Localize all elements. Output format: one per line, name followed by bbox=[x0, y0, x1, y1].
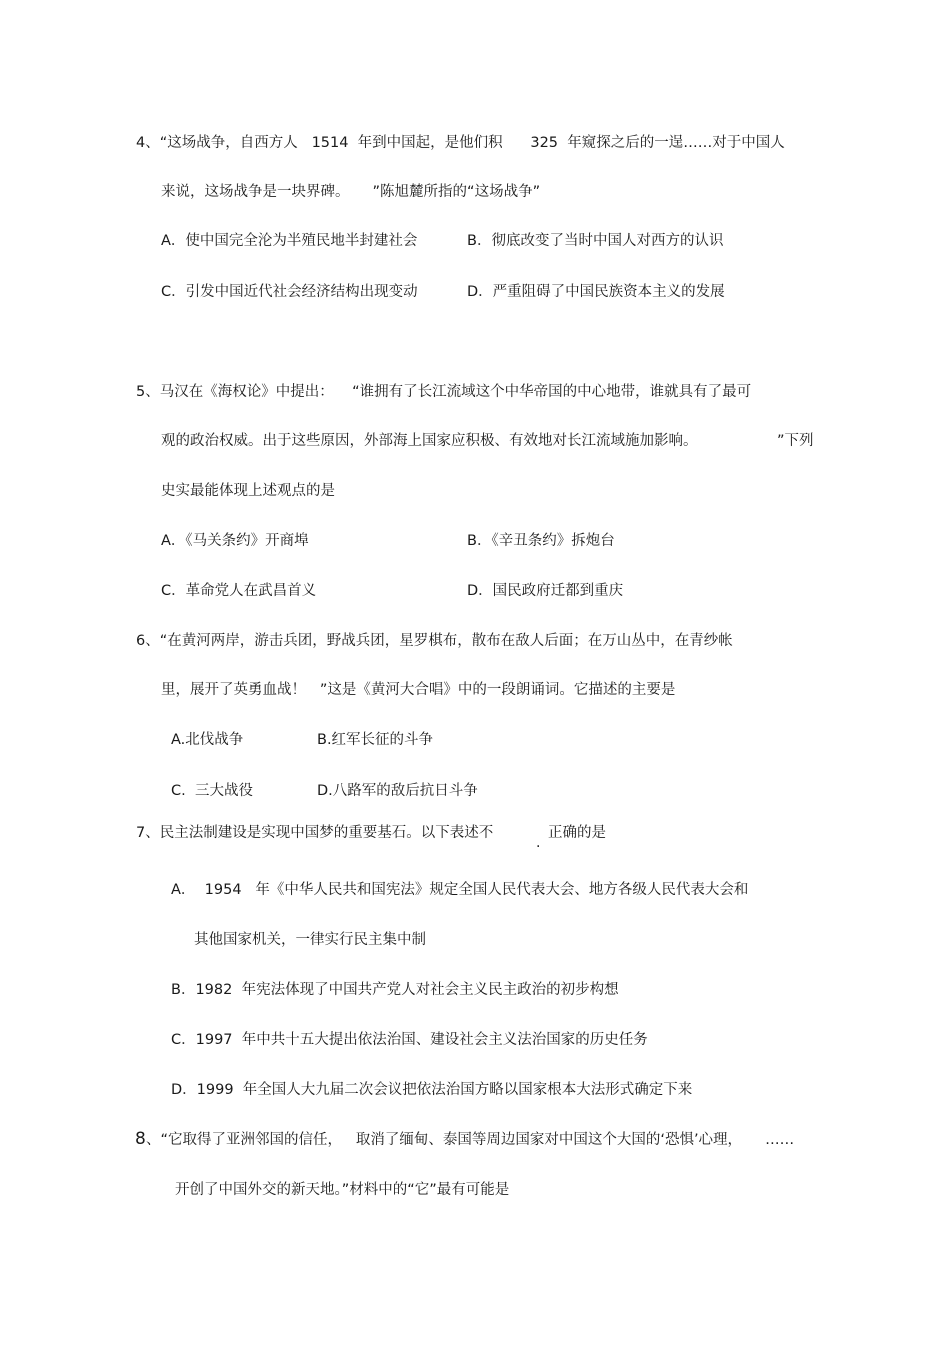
q5-option-d: D．国民政府迁都到重庆 bbox=[467, 583, 624, 599]
q5-stem-line2-end: ”下列 bbox=[777, 433, 814, 449]
q4-option-a: A．使中国完全沦为半殖民地半封建社会 bbox=[161, 233, 418, 249]
q5-stem-line3: 史实最能体现上述观点的是 bbox=[161, 483, 335, 499]
q5-option-b: B．《辛丑条约》拆炮台 bbox=[467, 533, 615, 549]
q4-stem-line2: 来说，这场战争是一块界碑。 ”陈旭麓所指的“这场战争” bbox=[161, 184, 541, 200]
q7-option-a-line1: A． 1954 年《中华人民共和国宪法》规定全国人民代表大会、地方各级人民代表大会和 bbox=[171, 882, 749, 898]
q8-stem-line1: 、“它取得了亚洲邻国的信任， 取消了缅甸、泰国等周边国家对中国这个大国的‘恐惧’心理， …… bbox=[146, 1132, 795, 1148]
q5-stem-line1: 5、马汉在《海权论》中提出： “谁拥有了长江流域这个中华帝国的中心地带，谁就具有了最可 bbox=[136, 384, 752, 400]
q5-option-c: C．革命党人在武昌首义 bbox=[161, 583, 317, 599]
q6-stem-line1: 6、“在黄河两岸，游击兵团，野战兵团，星罗棋布，散布在敌人后面；在万山丛中，在青纱帐 bbox=[136, 633, 733, 649]
q7-option-b: B．1982 年宪法体现了中国共产党人对社会主义民主政治的初步构想 bbox=[171, 982, 619, 998]
q7-emphasis-dot: . bbox=[536, 835, 541, 851]
q6-stem-line2: 里，展开了英勇血战！ ”这是《黄河大合唱》中的一段朗诵词。它描述的主要是 bbox=[161, 682, 676, 698]
q7-option-c: C．1997 年中共十五大提出依法治国、建设社会主义法治国家的历史任务 bbox=[171, 1032, 648, 1048]
q7-stem-line1: 7、民主法制建设是实现中国梦的重要基石。以下表述不 bbox=[136, 825, 494, 841]
q8-stem-line2: 开创了中国外交的新天地。”材料中的“它”最有可能是 bbox=[175, 1182, 510, 1198]
q4-option-d: D．严重阻碍了中国民族资本主义的发展 bbox=[467, 284, 725, 300]
q4-option-c: C．引发中国近代社会经济结构出现变动 bbox=[161, 284, 418, 300]
q6-option-c: C. 三大战役 bbox=[171, 783, 253, 799]
q5-stem-line2: 观的政治权威。出于这些原因，外部海上国家应积极、有效地对长江流域施加影响。 bbox=[161, 433, 698, 449]
q8-number: 8 bbox=[135, 1129, 146, 1149]
q4-stem-line1: 4、“这场战争，自西方人 1514 年到中国起，是他们积 325 年窥探之后的一逞……对于中国人 bbox=[136, 135, 785, 151]
q7-stem-line1-end: 正确的是 bbox=[548, 825, 606, 841]
q6-option-d: D.八路军的敌后抗日斗争 bbox=[317, 783, 478, 799]
q6-option-b: B.红军长征的斗争 bbox=[317, 732, 434, 748]
q5-option-a: A．《马关条约》开商埠 bbox=[161, 533, 309, 549]
q7-option-d: D．1999 年全国人大九届二次会议把依法治国方略以国家根本大法形式确定下来 bbox=[171, 1082, 693, 1098]
q6-option-a: A.北伐战争 bbox=[171, 732, 244, 748]
q4-option-b: B．彻底改变了当时中国人对西方的认识 bbox=[467, 233, 724, 249]
q7-option-a-line2: 其他国家机关，一律实行民主集中制 bbox=[194, 932, 426, 948]
